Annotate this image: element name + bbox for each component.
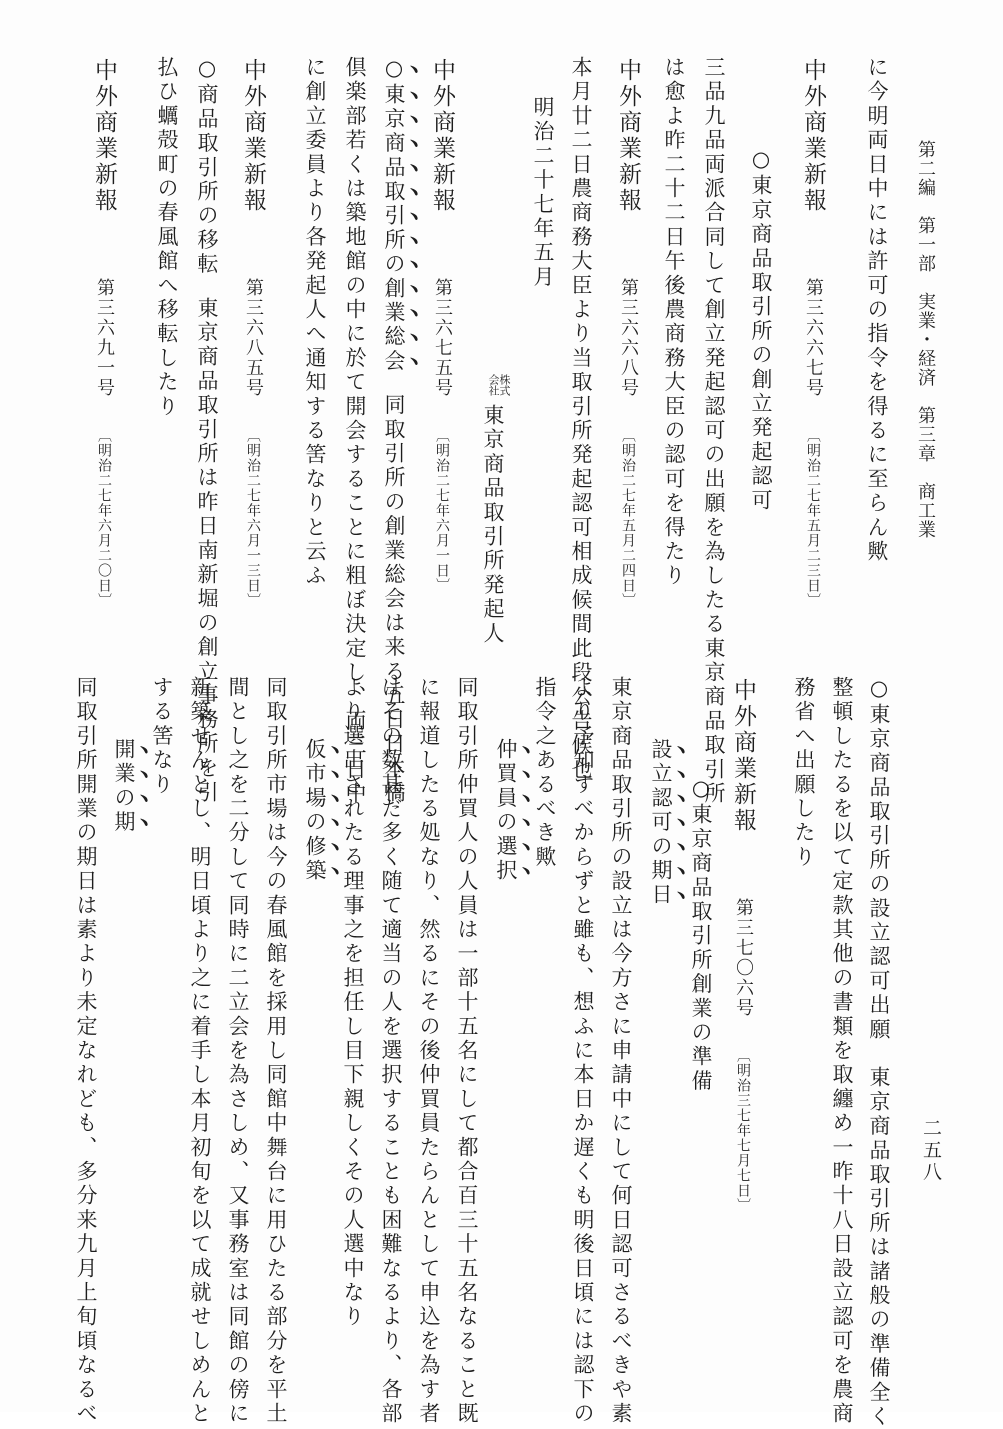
newspaper-name: 中外商業新報	[91, 58, 117, 214]
issue-date: 〔明治二七年六月二〇日〕	[96, 428, 112, 608]
newspaper-name: 中外商業新報	[240, 58, 266, 214]
article-header	[88, 58, 121, 608]
issue-number: 第三六六八号	[618, 278, 639, 398]
issue-number: 第三六六七号	[803, 278, 824, 398]
page-number: 二五八	[920, 1118, 942, 1184]
issue-number: 第三六七五号	[432, 278, 453, 398]
text-column: 倶楽部若くは築地館の中に於て開会することに粗ぼ決定し、両三日中	[343, 56, 367, 807]
signature-date: 明治二十七年五月	[531, 96, 555, 290]
issue-date: 〔明治二七年五月二三日〕	[805, 428, 821, 608]
text-column: する筈なり	[150, 676, 174, 797]
article-header	[797, 58, 830, 608]
text-column: ○商品取引所の移転東京商品取引所は昨日南新堀の創立事務所を引	[195, 56, 219, 806]
text-column: 払ひ蠣殻町の春風館へ移転したり	[155, 56, 179, 419]
article-header	[426, 58, 459, 593]
article-header	[727, 678, 760, 1213]
article-title: ○東京商品取引所の設立認可出願 東京商品取引所は諸般の準備全く	[867, 676, 891, 1429]
text-column: 間とし之を二分して同時に二立会を為さしめ、又事務室は同館の傍に	[226, 676, 250, 1427]
kabushiki-label: 株式 会社	[487, 374, 511, 396]
issue-date: 〔明治三七年七月七日〕	[735, 1048, 751, 1213]
issue-date: 〔明治二七年六月一三日〕	[245, 428, 261, 608]
issue-number: 第三七〇六号	[733, 898, 754, 1018]
text-column: ○東京商品取引所の創業総会同取引所の創業総会は来る五日日本橋	[382, 56, 406, 806]
article-header	[612, 58, 645, 608]
section-heading: 開業の期	[112, 738, 136, 835]
text-column: より予知すべからずと雖も、想ふに本日か遅くも明後日頃には認下の	[571, 676, 595, 1427]
issue-date: 〔明治二七年六月一日〕	[434, 428, 450, 593]
newspaper-name: 中外商業新報	[429, 58, 455, 214]
text-column: に今明両日中には許可の指令を得るに至らん歟	[865, 56, 889, 565]
section-heading: 設立認可の期日	[649, 738, 673, 908]
newspaper-name: 中外商業新報	[800, 58, 826, 214]
text-column: に報道したる処なり、然るにその後仲買員たらんとして申込を為す者	[417, 676, 441, 1427]
text-column: に創立委員より各発起人へ通知する筈なりと云ふ	[303, 56, 327, 589]
text-column: 務省へ出願したり	[792, 676, 816, 870]
signature-name: 東京商品取引所発起人	[481, 404, 505, 646]
running-header: 第二編 第一部 実業・経済 第三章 商工業	[915, 140, 936, 539]
article-title: ○東京商品取引所の創業総会	[382, 56, 406, 374]
text-column: はその数甚だ多く随て適当の人を選択することも困難なるより、各部	[379, 676, 403, 1427]
issue-number: 第三六九一号	[94, 278, 115, 398]
article-title: ○東京商品取引所創業の準備	[689, 776, 713, 1094]
text-column: は愈よ昨二十二日午後農商務大臣の認可を得たり	[662, 56, 686, 589]
article-title: ○商品取引所の移転	[195, 56, 219, 277]
section-heading: 仲買員の選択	[494, 738, 518, 884]
text-column: 同取引所市場は今の春風館を採用し同館中舞台に用ひたる部分を平土	[264, 676, 288, 1427]
text-column: 三品九品両派合同して創立発起認可の出願を為したる東京商品取引所	[702, 56, 726, 807]
issue-number: 第三六八五号	[243, 278, 264, 398]
signature	[478, 374, 510, 646]
text-column: 指令之あるべき歟	[533, 676, 557, 870]
newspaper-name: 中外商業新報	[730, 678, 756, 834]
article-title: ○東京商品取引所の創立発起認可	[749, 147, 773, 513]
section-heading: 仮市場の修築	[303, 738, 327, 884]
text-column: 本月廿二日農商務大臣より当取引所発起認可相成候間此段公告候也	[569, 56, 593, 782]
text-column: 整頓したるを以て定款其他の書類を取纏め一昨十八日設立認可を農商	[830, 676, 854, 1427]
newspaper-name: 中外商業新報	[615, 58, 641, 214]
issue-date: 〔明治二七年五月二四日〕	[620, 428, 636, 608]
article-header	[237, 58, 270, 608]
text-column: 同取引所開業の期日は素より未定なれども、多分来九月上旬頃なるべ	[74, 676, 98, 1427]
text-column: 新築せんとし、明日頃より之に着手し本月初旬を以て成就せしめんと	[188, 676, 212, 1427]
text-column: 同取引所仲買人の人員は一部十五名にして都合百三十五名なること既	[455, 676, 479, 1427]
text-column: 東京商品取引所の設立は今方さに申請中にして何日認可さるべきや素	[609, 676, 633, 1427]
text-column: より選出されたる理事之を担任し目下親しくその人選中なり	[341, 676, 365, 1330]
